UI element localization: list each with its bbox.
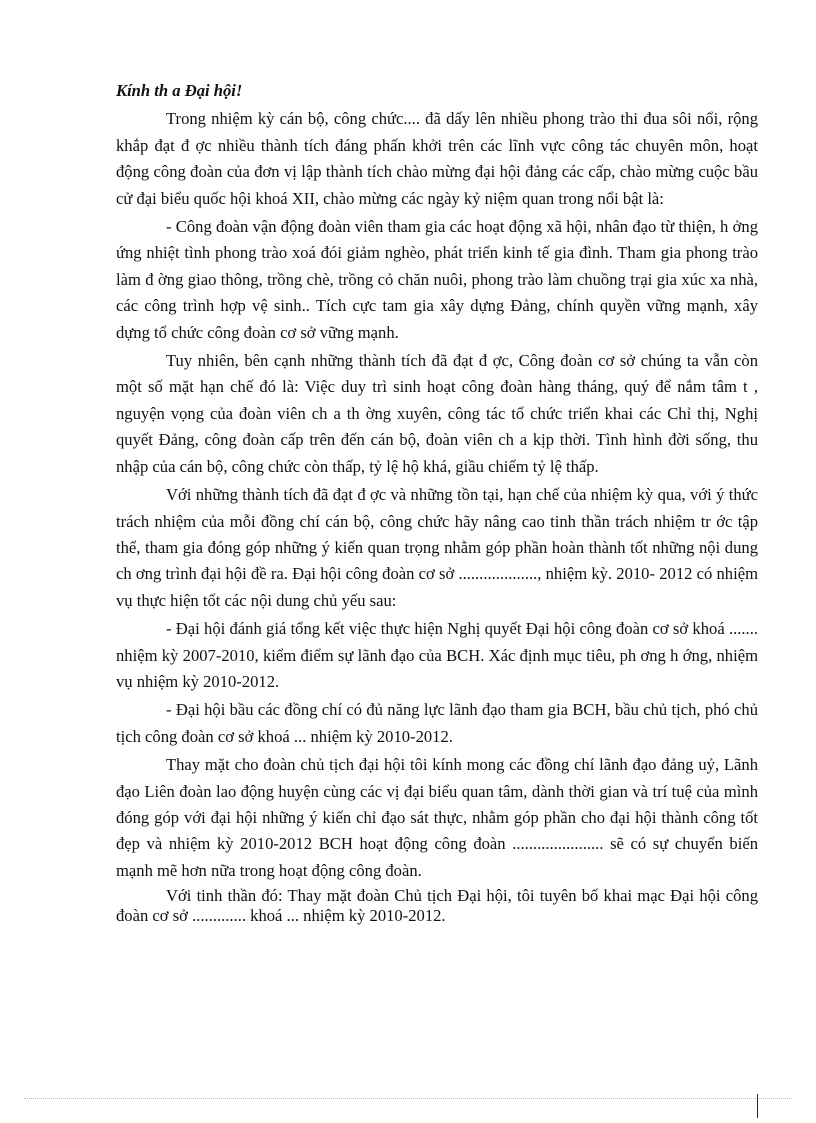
paragraph-responsibilities: Với những thành tích đã đạt đ ợc và những tồn tại, hạn chế của nhiệm kỳ qua, với ý thức trách nhiệm của mỗi đồng chí cán bộ, công chức hãy nâng cao tinh thần trách nhiệm tr ớc tập thể, tham gia đóng góp những ý kiến quan trọng nhằm góp phần hoàn thành tốt những nội dung ch ơng trình đại hội đề ra. Đại hội công đoàn cơ sở ..................., nhiệm kỳ. 2010- 2012 có nhiệm vụ thực hiện tốt các nội dung chủ yếu sau: [116,485,758,610]
paragraph-opening-declaration: Với tinh thần đó: Thay mặt đoàn Chủ tịch Đại hội, tôi tuyên bố khai mạc Đại hội công đoàn cơ sở ............. khoá ... nhiệm kỳ 2010-2012. [116,886,758,925]
document-page [116,78,758,925]
paragraph-task-election: - Đại hội bầu các đồng chí có đủ năng lực lãnh đạo tham gia BCH, bầu chủ tịch, phó chủ tịch công đoàn cơ sở khoá ... nhiệm kỳ 2010-2012. [116,700,758,746]
paragraph-limitations: Tuy nhiên, bên cạnh những thành tích đã đạt đ ợc, Công đoàn cơ sở chúng ta vẫn còn một số mặt hạn chế đó là: Việc duy trì sinh hoạt công đoàn hàng tháng, quý để nắm tâm t , nguyện vọng của đoàn viên ch a th ờng xuyên, công tác tổ chức triển khai các Chỉ thị, Nghị quyết Đảng, công đoàn cấp trên đến cán bộ, đoàn viên ch a kịp thời. Tình hình đời sống, thu nhập của cán bộ, công chức còn thấp, tỷ lệ hộ khá, giầu chiếm tỷ lệ thấp. [116,351,758,476]
page-corner-mark [757,1094,758,1118]
paragraph-appeal: Thay mặt cho đoàn chủ tịch đại hội tôi kính mong các đồng chí lãnh đạo đảng uỷ, Lãnh đạo Liên đoàn lao động huyện cùng các vị đại biểu quan tâm, dành thời gian và trí tuệ của mình đóng góp với đại hội những ý kiến chỉ đạo sát thực, nhằm góp phần cho đại hội thành công tốt đẹp và nhiệm kỳ 2010-2012 BCH hoạt động công đoàn ...................... sẽ có sự chuyển biến mạnh mẽ hơn nữa trong hoạt động công đoàn. [116,755,758,880]
page-bottom-divider [24,1098,792,1099]
paragraph-task-evaluation: - Đại hội đánh giá tổng kết việc thực hiện Nghị quyết Đại hội công đoàn cơ sở khoá ....... nhiệm kỳ 2007-2010, kiểm điểm sự lãnh đạo của BCH. Xác định mục tiêu, ph ơng h ớng, nhiệm vụ nhiệm kỳ 2010-2012. [116,619,758,691]
paragraph-union-activities: - Công đoàn vận động đoàn viên tham gia các hoạt động xã hội, nhân đạo từ thiện, h ởng ứng nhiệt tình phong trào xoá đói giảm nghèo, phát triển kinh tế gia đình. Tham gia phong trào làm đ ờng giao thông, trồng chè, trồng cỏ chăn nuôi, phong trào làm chuồng trại gia xúc xa nhà, các công trình hợp vệ sinh.. Tích cực tam gia xây dựng Đảng, chính quyền vững mạnh, xây dựng tổ chức công đoàn cơ sở vững mạnh. [116,217,758,342]
greeting-heading: Kính th a Đại hội! [116,81,243,100]
paragraph-achievements-intro: Trong nhiệm kỳ cán bộ, công chức.... đã dấy lên nhiều phong trào thi đua sôi nổi, rộng khắp đạt đ ợc nhiều thành tích đáng phấn khởi trên các lĩnh vực công tác chuyên môn, hoạt động công đoàn của đơn vị lập thành tích chào mừng đại hội đảng các cấp, chào mừng cuộc bầu cử đại biểu quốc hội khoá XII, chào mừng các ngày kỷ niệm quan trong nổi bật là: [116,109,758,208]
